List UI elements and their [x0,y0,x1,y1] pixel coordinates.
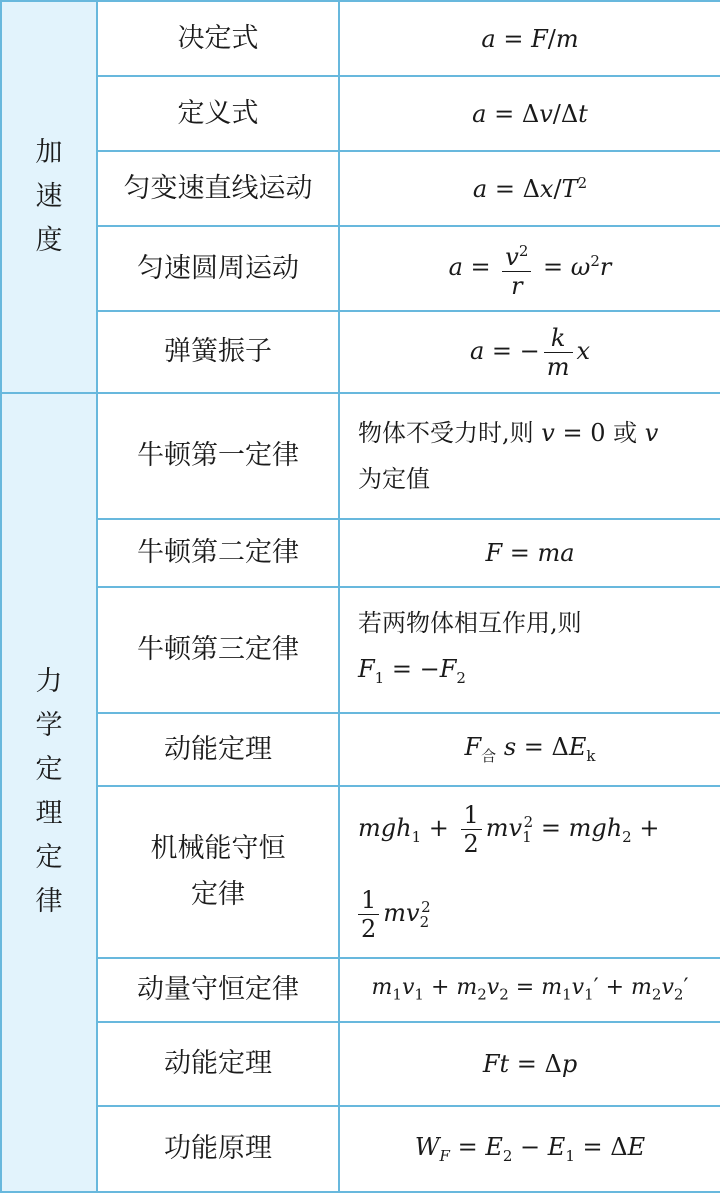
formula-cell: mgh$_1$ + $\frac{1}{2}$ $mv_1^2 = mgh_2$ + $\frac{1}{2}$ $mv_2^2$ [339,786,720,958]
row-label: 匀变速直线运动 [97,151,339,226]
row-label: 动能定理 [97,713,339,786]
formula-cell: a = F/m [339,1,720,76]
table-row [1,587,720,713]
formula-cell: a = $\frac{v^2}{r}$ = $\omega^2r$ [339,226,720,311]
row-label: 决定式 [97,1,339,76]
formula-cell: $F_合$ $s = \Delta E_k$ [339,713,720,786]
table-row [1,151,720,226]
formula-cell: a = − $\frac{k}{m}$ x [339,311,720,393]
formula-cell: $W_F = E_2 - E_1 = \Delta E$ [339,1106,720,1192]
row-label: 动能定理 [97,1022,339,1106]
table-row [1,786,720,958]
row-label: 动量守恒定律 [97,958,339,1022]
row-label: 牛顿第二定律 [97,519,339,587]
table-row [1,76,720,151]
row-label: 匀速圆周运动 [97,226,339,311]
group-label-acceleration: 加 速 度 [1,1,97,393]
row-label: 弹簧振子 [97,311,339,393]
table-row [1,1022,720,1106]
row-label: 功能原理 [97,1106,339,1192]
table-row [1,1,720,76]
row-label: 牛顿第一定律 [97,393,339,519]
group-label-mechanics: 力 学 定 理 定 律 [1,393,97,1192]
formula-cell: $m_1v_1 + m_2v_2 = m_1v_1' + m_2v_2'$ [339,958,720,1022]
formula-cell: a = Δv/Δt [339,76,720,151]
table-row [1,958,720,1022]
table-row [1,713,720,786]
row-label: 定义式 [97,76,339,151]
formula-cell: 物体不受力时,则 v = 0 或 v 为定值 [339,393,720,519]
formula-cell: F = ma [339,519,720,587]
formula-cell: $a = \Delta x/T^2$ [339,151,720,226]
table-row [1,1106,720,1192]
table-row [1,226,720,311]
table-row [1,393,720,519]
row-label: 机械能守恒 定律 [97,786,339,958]
formula-cell: 若两物体相互作用,则 $F_1 = -F_2$ [339,587,720,713]
table-row [1,519,720,587]
table-row [1,311,720,393]
row-label: 牛顿第三定律 [97,587,339,713]
formula-cell: Ft = Δp [339,1022,720,1106]
